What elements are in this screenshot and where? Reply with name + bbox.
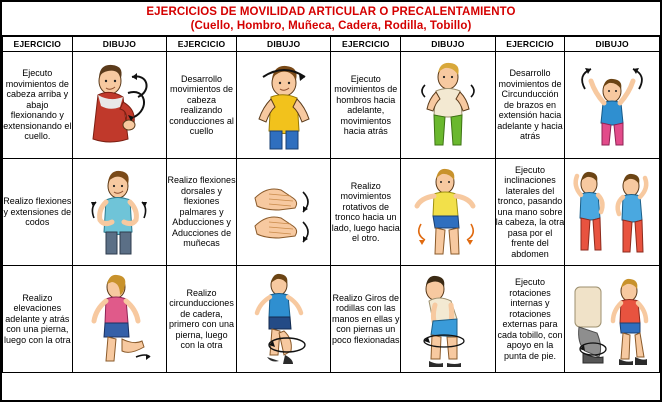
drawing-cell-c1-r3: [72, 266, 167, 373]
table-header-row: [3, 37, 660, 52]
drawing-cell-c4-r3: [565, 266, 660, 373]
drawing-cell-c2-r3: [236, 266, 331, 373]
header-drawing-1: DIBUJO: [72, 37, 167, 52]
neck-rotation-figure: [237, 53, 331, 157]
table-row: [3, 52, 660, 159]
hip-circumduction-figure: [237, 267, 331, 371]
table-row: [3, 266, 660, 373]
drawing-cell-c1-r2: [72, 159, 167, 266]
exercise-text-c1-r1: Ejecuto movimientos de cabeza arriba y abajo flexionando y extensionando el cuello.: [3, 52, 73, 159]
exercise-text-c1-r2: Realizo flexiones y extensiones de codos: [3, 159, 73, 266]
exercise-text-c1-r3: Realizo elevaciones adelante y atrás con una pierna, luego con la otra: [3, 266, 73, 373]
shoulder-movement-figure: [401, 53, 495, 157]
drawing-cell-c4-r1: [565, 52, 660, 159]
exercise-text-c3-r1: Ejecuto movimientos de hombros hacia adelante, movimientos hacia atrás: [331, 52, 401, 159]
header-drawing-2: DIBUJO: [236, 37, 331, 52]
exercise-text-c4-r2: Ejecuto inclinaciones laterales del tronco, pasando una mano sobre la cabeza, la otra pasa por el frente del abdomen: [495, 159, 565, 266]
exercise-text-c3-r3: Realizo Giros de rodillas con las manos en ellas y con piernas un poco flexionadas: [331, 266, 401, 373]
drawing-cell-c4-r2: [565, 159, 660, 266]
arm-circumduction-figure: [565, 53, 659, 157]
table-row: [3, 159, 660, 266]
title-line-2: (Cuello, Hombro, Muñeca, Cadera, Rodilla, Tobillo): [190, 20, 472, 32]
title-line-1: EJERCICIOS DE MOVILIDAD ARTICULAR O PRECALENTAMIENTO: [146, 6, 516, 18]
exercise-text-c2-r3: Realizo circunducciones de cadera, primero con una pierna, luego con la otra: [167, 266, 237, 373]
lateral-trunk-bend-figure: [565, 160, 659, 264]
drawing-cell-c3-r3: [401, 266, 496, 373]
header-exercise-4: EJERCICIO: [495, 37, 565, 52]
drawing-cell-c3-r2: [401, 159, 496, 266]
header-drawing-4: DIBUJO: [565, 37, 660, 52]
neck-flexion-extension-figure: [73, 53, 167, 157]
elbow-flexion-figure: [73, 160, 167, 264]
drawing-cell-c3-r1: [401, 52, 496, 159]
exercise-table: [2, 36, 660, 373]
drawing-cell-c2-r1: [236, 52, 331, 159]
trunk-rotation-figure: [401, 160, 495, 264]
header-exercise-3: EJERCICIO: [331, 37, 401, 52]
drawing-cell-c1-r1: [72, 52, 167, 159]
exercise-text-c4-r3: Ejecuto rotaciones internas y rotaciones externas para cada tobillo, con apoyo en la punta de pie.: [495, 266, 565, 373]
exercise-text-c3-r2: Realizo movimientos rotativos de tronco hacia un lado, luego hacia el otro.: [331, 159, 401, 266]
header-exercise-1: EJERCICIO: [3, 37, 73, 52]
exercise-text-c2-r1: Desarrollo movimientos de cabeza realizando conducciones al cuello: [167, 52, 237, 159]
header-exercise-2: EJERCICIO: [167, 37, 237, 52]
header-drawing-3: DIBUJO: [401, 37, 496, 52]
page-title: [2, 2, 660, 36]
drawing-cell-c2-r2: [236, 159, 331, 266]
exercise-text-c4-r1: Desarrollo movimientos de Circunducción de brazos en extensión hacia adelante y hacia atrás: [495, 52, 565, 159]
knee-rotation-figure: [401, 267, 495, 371]
leg-raise-figure: [73, 267, 167, 371]
ankle-rotation-figure: [565, 267, 659, 371]
exercise-text-c2-r2: Realizo flexiones dorsales y flexiones palmares y Abducciones y Aducciones de muñecas: [167, 159, 237, 266]
wrist-movement-figure: [237, 160, 331, 264]
